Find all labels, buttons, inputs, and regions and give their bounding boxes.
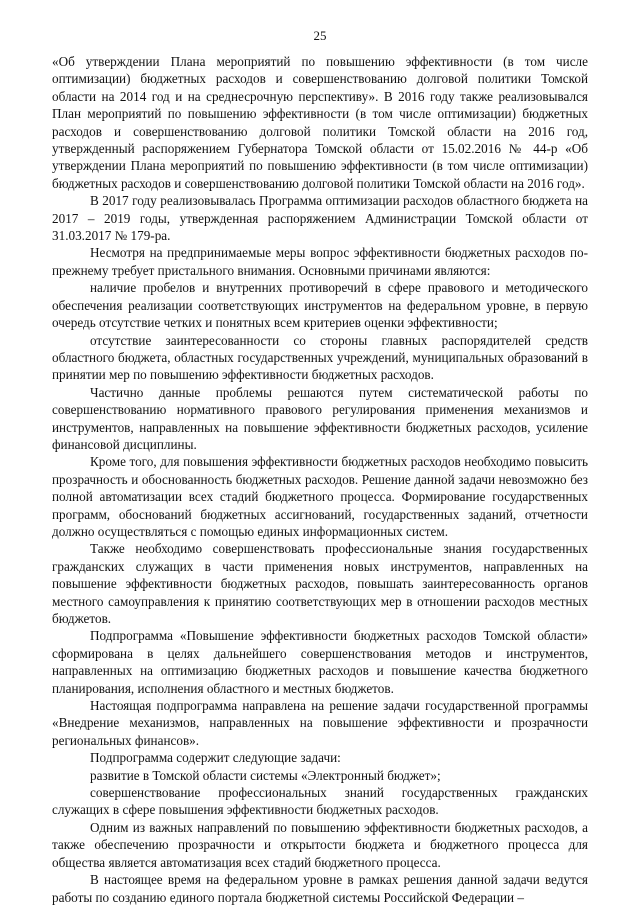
paragraph-1: В 2017 году реализовывалась Программа оптимизации расходов областного бюджета на 2017 – 2019 годы, утвержденная распоряжением Администрации Томской области от 31.03.2017 № 179-ра. bbox=[52, 193, 588, 244]
paragraph-5: Частично данные проблемы решаются путем систематической работы по совершенствованию нормативного правового регулирования применения механизмов и инструментов, направленных на повышение эффективности бюджетных расходов, усиление финансовой дисциплины. bbox=[52, 384, 588, 452]
paragraph-4: отсутствие заинтересованности со стороны главных распорядителей средств областного бюджета, областных государственных учреждений, муниципальных образований в принятии мер по повышению эффективности бюджетных расходов. bbox=[52, 332, 588, 383]
paragraph-10: Подпрограмма содержит следующие задачи: bbox=[90, 750, 341, 766]
paragraph-3: наличие пробелов и внутренних противоречий в сфере правового и методического обеспечения реализации соответствующих инструментов на федеральном уровне, в первую очередь отсутствие четких и понятных всем критериев оценки эффективности; bbox=[52, 280, 588, 331]
paragraph-6: Кроме того, для повышения эффективности бюджетных расходов необходимо повысить прозрачность и обоснованность бюджетных расходов. Решение данной задачи невозможно без полной автоматизации всех стадий бюджетного процесса. Формирование государственных программ, обоснований бюджетных ассигнований, государственных заданий, отчетности должно осуществляться с помощью единых информационных систем. bbox=[52, 454, 588, 539]
paragraph-12: совершенствование профессиональных знаний государственных гражданских служащих в сфере повышения эффективности бюджетных расходов. bbox=[52, 785, 588, 818]
page-number: 25 bbox=[313, 28, 327, 43]
paragraph-7: Также необходимо совершенствовать профессиональные знания государственных гражданских служащих в части применения новых инструментов, направленных на повышение эффективности бюджетных расходов, повышать заинтересованность органов местного самоуправления к принятию соответствующих мер в отношении расходов местных бюджетов. bbox=[52, 541, 588, 626]
paragraph-8: Подпрограмма «Повышение эффективности бюджетных расходов Томской области» сформирована в целях дальнейшего совершенствования методов и инструментов, направленных на оптимизацию бюджетных расходов и повышение качества бюджетного планирования, исполнения областного и местных бюджетов. bbox=[52, 628, 588, 696]
paragraph-13: Одним из важных направлений по повышению эффективности бюджетных расходов, а также обеспечению прозрачности и открытости бюджета и бюджетного процесса для общества является автоматизация всех стадий бюджетного процесса. bbox=[52, 819, 588, 870]
document-body bbox=[52, 53, 588, 906]
paragraph-0: «Об утверждении Плана мероприятий по повышению эффективности (в том числе оптимизации) бюджетных расходов и совершенствованию долговой политики Томской области на 2014 год и на среднесрочную перспективу». В 2016 году также реализовывался План мероприятий по повышению эффективности (в том числе оптимизации) бюджетных расходов и совершенствованию долговой политики Томской области на 2016 год, утвержденный распоряжением Губернатора Томской области от 15.02.2016 № 44-р «Об утверждении Плана мероприятий по повышению эффективности (в том числе оптимизации) бюджетных расходов и совершенствованию долговой политики Томской области на 2016 год». bbox=[52, 54, 588, 191]
paragraph-9: Настоящая подпрограмма направлена на решение задачи государственной программы «Внедрение механизмов, направленных на повышение эффективности и прозрачности региональных финансов». bbox=[52, 698, 588, 748]
paragraph-11: развитие в Томской области системы «Электронный бюджет»; bbox=[90, 767, 441, 783]
paragraph-2: Несмотря на предпринимаемые меры вопрос эффективности бюджетных расходов по-прежнему требует пристального внимания. Основными причинами являются: bbox=[52, 245, 588, 278]
paragraph-14: В настоящее время на федеральном уровне в рамках решения данной задачи ведутся работы по созданию единого портала бюджетной системы Российской Федерации – bbox=[52, 872, 588, 905]
